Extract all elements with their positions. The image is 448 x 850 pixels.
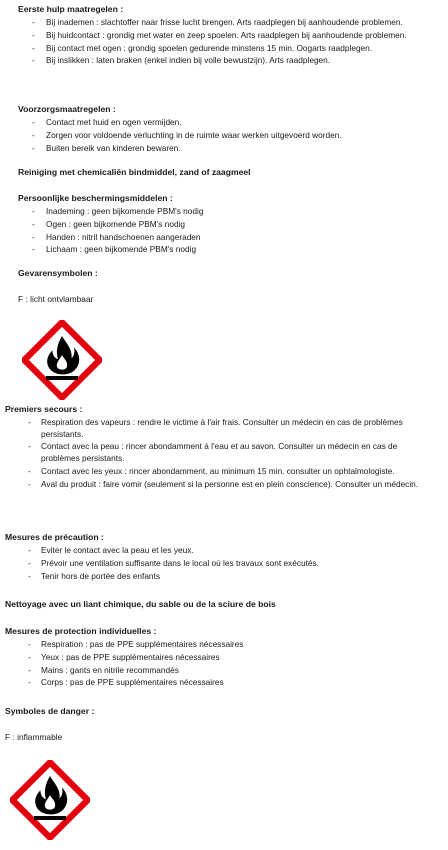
nl-symbol-text: F : licht ontvlambaar xyxy=(18,294,94,304)
list-item: - Respiration : pas de PPE supplémentaires nécessaires xyxy=(28,639,244,649)
list-item: - Buiten bereik van kinderen bewaren. xyxy=(32,142,181,153)
nl-protection-list xyxy=(0,206,448,257)
list-item: - Contact met huid en ogen vermijden. xyxy=(32,117,182,127)
fr-precautions-list xyxy=(0,545,448,583)
list-item: - Lichaam : geen bijkomende PBM's nodig xyxy=(32,244,197,255)
nl-first-aid-heading: Eerste hulp maatregelen : xyxy=(18,4,124,14)
list-item: - Tenir hors de portée des enfants xyxy=(28,570,160,581)
list-item: - Bij inslikken : laten braken (enkel indien bij volle bewustzijn). Arts raadplegen. xyxy=(32,55,331,66)
list-item: - Contact avec les yeux : rincer abondamment, au minimum 15 min. consulter un ophtalmologiste. xyxy=(28,465,395,476)
fr-first-aid-list xyxy=(0,417,448,491)
list-item: - Respiration des vapeurs : rendre le victime à l'air frais. Consulter un médecin en cas de problèmes persistants. xyxy=(28,417,403,439)
list-item: - Mains : gants en nitrile recommandés xyxy=(28,664,179,675)
flammable-pictogram-icon xyxy=(10,760,90,840)
nl-protection-heading: Persoonlijke beschermingsmiddelen : xyxy=(18,193,173,203)
fr-first-aid-heading: Premiers secours : xyxy=(5,404,83,414)
nl-first-aid-list xyxy=(0,17,448,68)
list-item: - Corps : pas de PPE supplémentaires nécessaires xyxy=(28,677,224,688)
fr-precautions-heading: Mesures de précaution : xyxy=(5,532,104,542)
flammable-pictogram-icon xyxy=(22,320,102,400)
fr-cleaning-heading: Nettoyage avec un liant chimique, du sable ou de la sciure de bois xyxy=(5,599,276,609)
nl-precautions-list xyxy=(0,117,448,155)
list-item: - Bij inademen : slachtoffer naar frisse lucht brengen. Arts raadplegen bij aanhoudende problemen. xyxy=(32,17,403,27)
fr-symbol-text: F : inflammable xyxy=(5,732,63,742)
fr-protection-heading: Mesures de protection individuelles : xyxy=(5,626,157,636)
list-item: - Yeux : pas de PPE supplémentaires nécessaires xyxy=(28,651,220,662)
fr-symbols-heading: Symboles de danger : xyxy=(5,706,95,716)
list-item: - Contact avec la peau : rincer abondamment à l'eau et au savon. Consulter un médecin en cas de problèmes persistants. xyxy=(28,441,398,463)
list-item: - Eviter le contact avec la peau et les yeux. xyxy=(28,545,194,555)
list-item: - Bij huidcontact : grondig met water en zeep spoelen. Arts raadplegen bij aanhoudende problemen. xyxy=(32,29,407,40)
nl-cleaning-heading: Reiniging met chemicaliën bindmiddel, zand of zaagmeel xyxy=(18,167,251,177)
list-item: - Handen : nitril handschoenen aangeraden xyxy=(32,231,201,242)
list-item: - Ogen : geen bijkomende PBM's nodig xyxy=(32,218,186,229)
list-item: - Zorgen voor voldoende verluchting in de ruimte waar werken uitgevoerd worden. xyxy=(32,129,342,140)
list-item: - Aval du produit : faire vomir (seulement si la personne est en plein conscience). Consulter un médecin. xyxy=(28,478,419,489)
list-item: - Prévoir une ventilation suffisante dans le local où les travaux sont exécutés. xyxy=(28,557,319,568)
list-item: - Bij contact met ogen : grondig spoelen gedurende minstens 15 min. Oogarts raadplegen. xyxy=(32,42,373,53)
nl-symbols-heading: Gevarensymbolen : xyxy=(18,268,98,278)
list-item: - Inademing : geen bijkomende PBM's nodig xyxy=(32,206,204,216)
nl-precautions-heading: Voorzorgsmaatregelen : xyxy=(18,104,116,114)
fr-protection-list xyxy=(0,639,448,690)
